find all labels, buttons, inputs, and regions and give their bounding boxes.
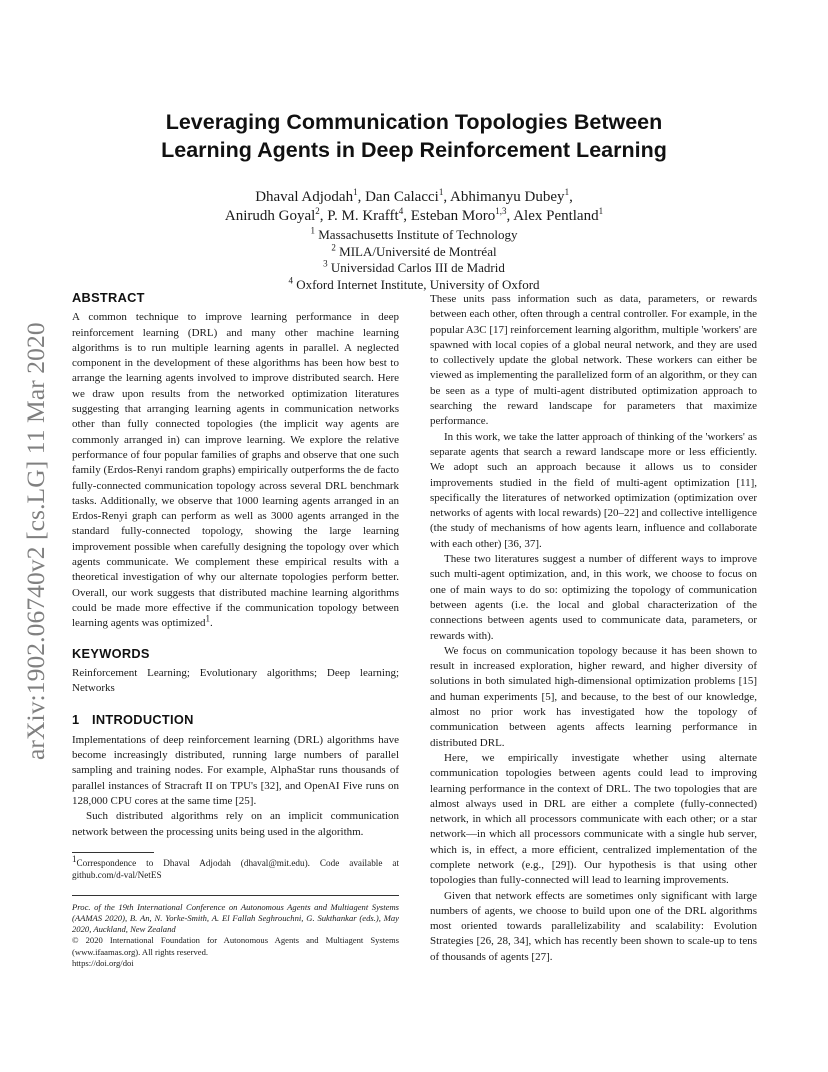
intro-paragraph: Implementations of deep reinforcement learning (DRL) algorithms have become increasingly distributed, running large numbers of parallel sampling and training nodes. For example, AlphaStar runs thousands of parallel instances of Stracraft II on TPU's [32], and OpenAI Five runs on 128,000 CPU cores at the same time [25]. [72,733,399,807]
affil-text: Massachusetts Institute of Technology [315,227,518,242]
title-line-2: Learning Agents in Deep Reinforcement Learning [161,138,667,162]
keywords-text: Reinforcement Learning; Evolutionary algorithms; Deep learning; Networks [72,666,399,695]
affil-text: Universidad Carlos III de Madrid [327,260,505,275]
author-affil-mark: 1 [564,187,570,197]
abstract-text [72,310,399,631]
section-title: INTRODUCTION [92,712,194,728]
author-affil-mark: 1,3 [495,206,507,216]
doi-link[interactable]: https://doi.org/doi [72,957,134,968]
author-name: Dhaval Adjodah [255,189,354,205]
author-name: , Alex Pentland [506,208,599,224]
affiliation [100,227,728,244]
author-affil-mark: 1 [353,187,358,197]
body-paragraph: These units pass information such as data, parameters, or rewards between each other, often through a central controller. For example, in the popular A3C [17] reinforcement learning algorithm, multiple 'workers' are spawned with local copies of a global neural network, and they are used to collectively update the global network. These workers can either be viewed as implementing the parallelized form of an algorithm, or they can be seen as a type of multi-agent distributed optimization approach to searching the reward landscape for parameters that maximize performance. [430,293,757,428]
body-paragraph: We focus on communication topology because it has been shown to result in increased exploration, higher reward, and higher diversity of solutions in both simulated high-dimensional optimization problems [15] and human experiments [5], and because, to the best of our knowledge, almost no prior work has investigated how the topology of communication between agents affects learning performance in distributed DRL. [430,644,757,749]
affiliation [100,244,728,261]
introduction-heading [72,712,399,727]
footnote-text: Correspondence to Dhaval Adjodah (dhaval@mit.edu). Code available at github.com/d-val/NetES [72,857,399,881]
footnote-ref: 1 [205,613,210,624]
footnote-divider [72,852,154,853]
arxiv-margin-stamp: arXiv:1902.06740v2 [cs.LG] 11 Mar 2020 [21,322,50,760]
keywords-heading: KEYWORDS [72,645,150,661]
body-paragraph: Here, we empirically investigate whether using alternate communication topologies between agents could lead to improving learning performance in the context of DRL. The two topologies that are almost always used in DRL are either a complete (fully-connected) network, in which all processors communicate with each other; or a star network—in which all processors communicate with a single hub server, which is, in effect, a more efficient, centralized implementation of the complete network (e.g., [29]). Our hypothesis is that using other topologies than fully-connected will lead to learning improvements. [430,751,757,887]
author-name: Anirudh Goyal [224,208,316,224]
author-list [100,188,728,226]
intro-paragraph: Such distributed algorithms rely on an implicit communication network between the processing units being used in the algorithm. [72,810,399,838]
paper-title [100,108,728,164]
body-paragraph: Given that network effects are sometimes only significant with large numbers of agents, we choose to build upon one of the DRL algorithms most oriented towards parallelizability and scalability: Evolution Strategies [26, 28, 34], which has recently been shown to scale-up to tens of thousands of agents [27]. [430,889,757,963]
title-block [100,108,728,293]
conference-info [72,902,399,969]
body-paragraph: These two literatures suggest a number of different ways to improve such multi-agent optimization, and, in this work, we choose to focus on one of main ways to do so: optimizing the topology of communication between agents (i.e. the local and global characterization of the connections between agents used to communicate data, parameters, or rewards with). [430,553,757,642]
author-affil-mark: 1 [438,187,444,197]
copyright-note: © 2020 International Foundation for Autonomous Agents and Multiagent Systems (www.ifaamas.org). All rights reserved. [72,935,399,957]
affil-mark: 2 [331,242,336,253]
abstract-end: . [210,617,213,630]
conference-divider [72,895,399,896]
author-separator: , [569,189,573,205]
affil-mark: 4 [288,275,293,286]
left-column [72,290,399,969]
section-number: 1 [72,712,80,728]
author-name: , Dan Calacci [357,189,439,205]
affiliation-list [100,227,728,293]
body-paragraph: In this work, we take the latter approach of thinking of the 'workers' as separate agents that search a reward landscape more or less efficiently. We adopt such an approach because it allows us to consider improvements studied in the field of multi-agent optimization [11], specifically the literatures of networked optimization (optimization over networks of agents with local rewards) [20–22] and collective intelligence (the study of mechanisms of how agents learn, influence and collaborate with each other) [36, 37]. [430,430,757,550]
title-line-1: Leveraging Communication Topologies Between [165,110,663,134]
affil-text: Oxford Internet Institute, University of Oxford [292,276,540,292]
footnote [72,853,399,882]
author-name: , P. M. Krafft [319,208,399,224]
footnote-mark: 1 [72,853,77,864]
author-affil-mark: 2 [315,206,320,216]
proceedings-note: Proc. of the 19th International Conference on Autonomous Agents and Multiagent Systems (AAMAS 2020), B. An, N. Yorke-Smith, A. El Fallah Seghrouchni, G. Sukthankar (eds.), May 2020, Auckland, New Zealand [72,901,399,935]
affil-text: MILA/Université de Montréal [335,243,497,259]
affil-mark: 3 [323,258,328,269]
author-affil-mark: 4 [398,206,404,216]
right-column [430,292,757,965]
abstract-body: A common technique to improve learning performance in deep reinforcement learning (DRL) and many other machine learning algorithms is to run multiple learning agents in parallel. A neglected component in the development of these algorithms has been how best to arrange the learning agents involved to improve distributed search. Here we draw upon results from the networked optimization literatures suggesting that arranging learning agents in communication networks other than fully connected topologies (the implicit way agents are commonly arranged in) can improve learning. We explore the relative performance of four popular families of graphs and observe that one such family (Erdos-Renyi random graphs) empirically outperforms the de facto fully-connected communication topology across several DRL benchmark tasks. Additionally, we observe that 1000 learning agents arranged in an Erdos-Renyi graph can perform as well as 3000 agents arranged in the standard fully-connected topology, showing the large learning improvement possible when carefully designing the topology over which agents communicate. We complement these empirical results with a theoretical investigation of why our alternate topologies perform better. Overall, our work suggests that distributed machine learning algorithms could be made more effective if the communication topology between learning agents was optimized [72,311,399,630]
author-name: , Abhimanyu Dubey [443,189,565,205]
affil-mark: 1 [310,225,315,236]
abstract-heading: ABSTRACT [72,290,145,305]
author-name: , Esteban Moro [403,208,496,224]
affiliation [100,260,728,277]
author-affil-mark: 1 [598,206,604,216]
